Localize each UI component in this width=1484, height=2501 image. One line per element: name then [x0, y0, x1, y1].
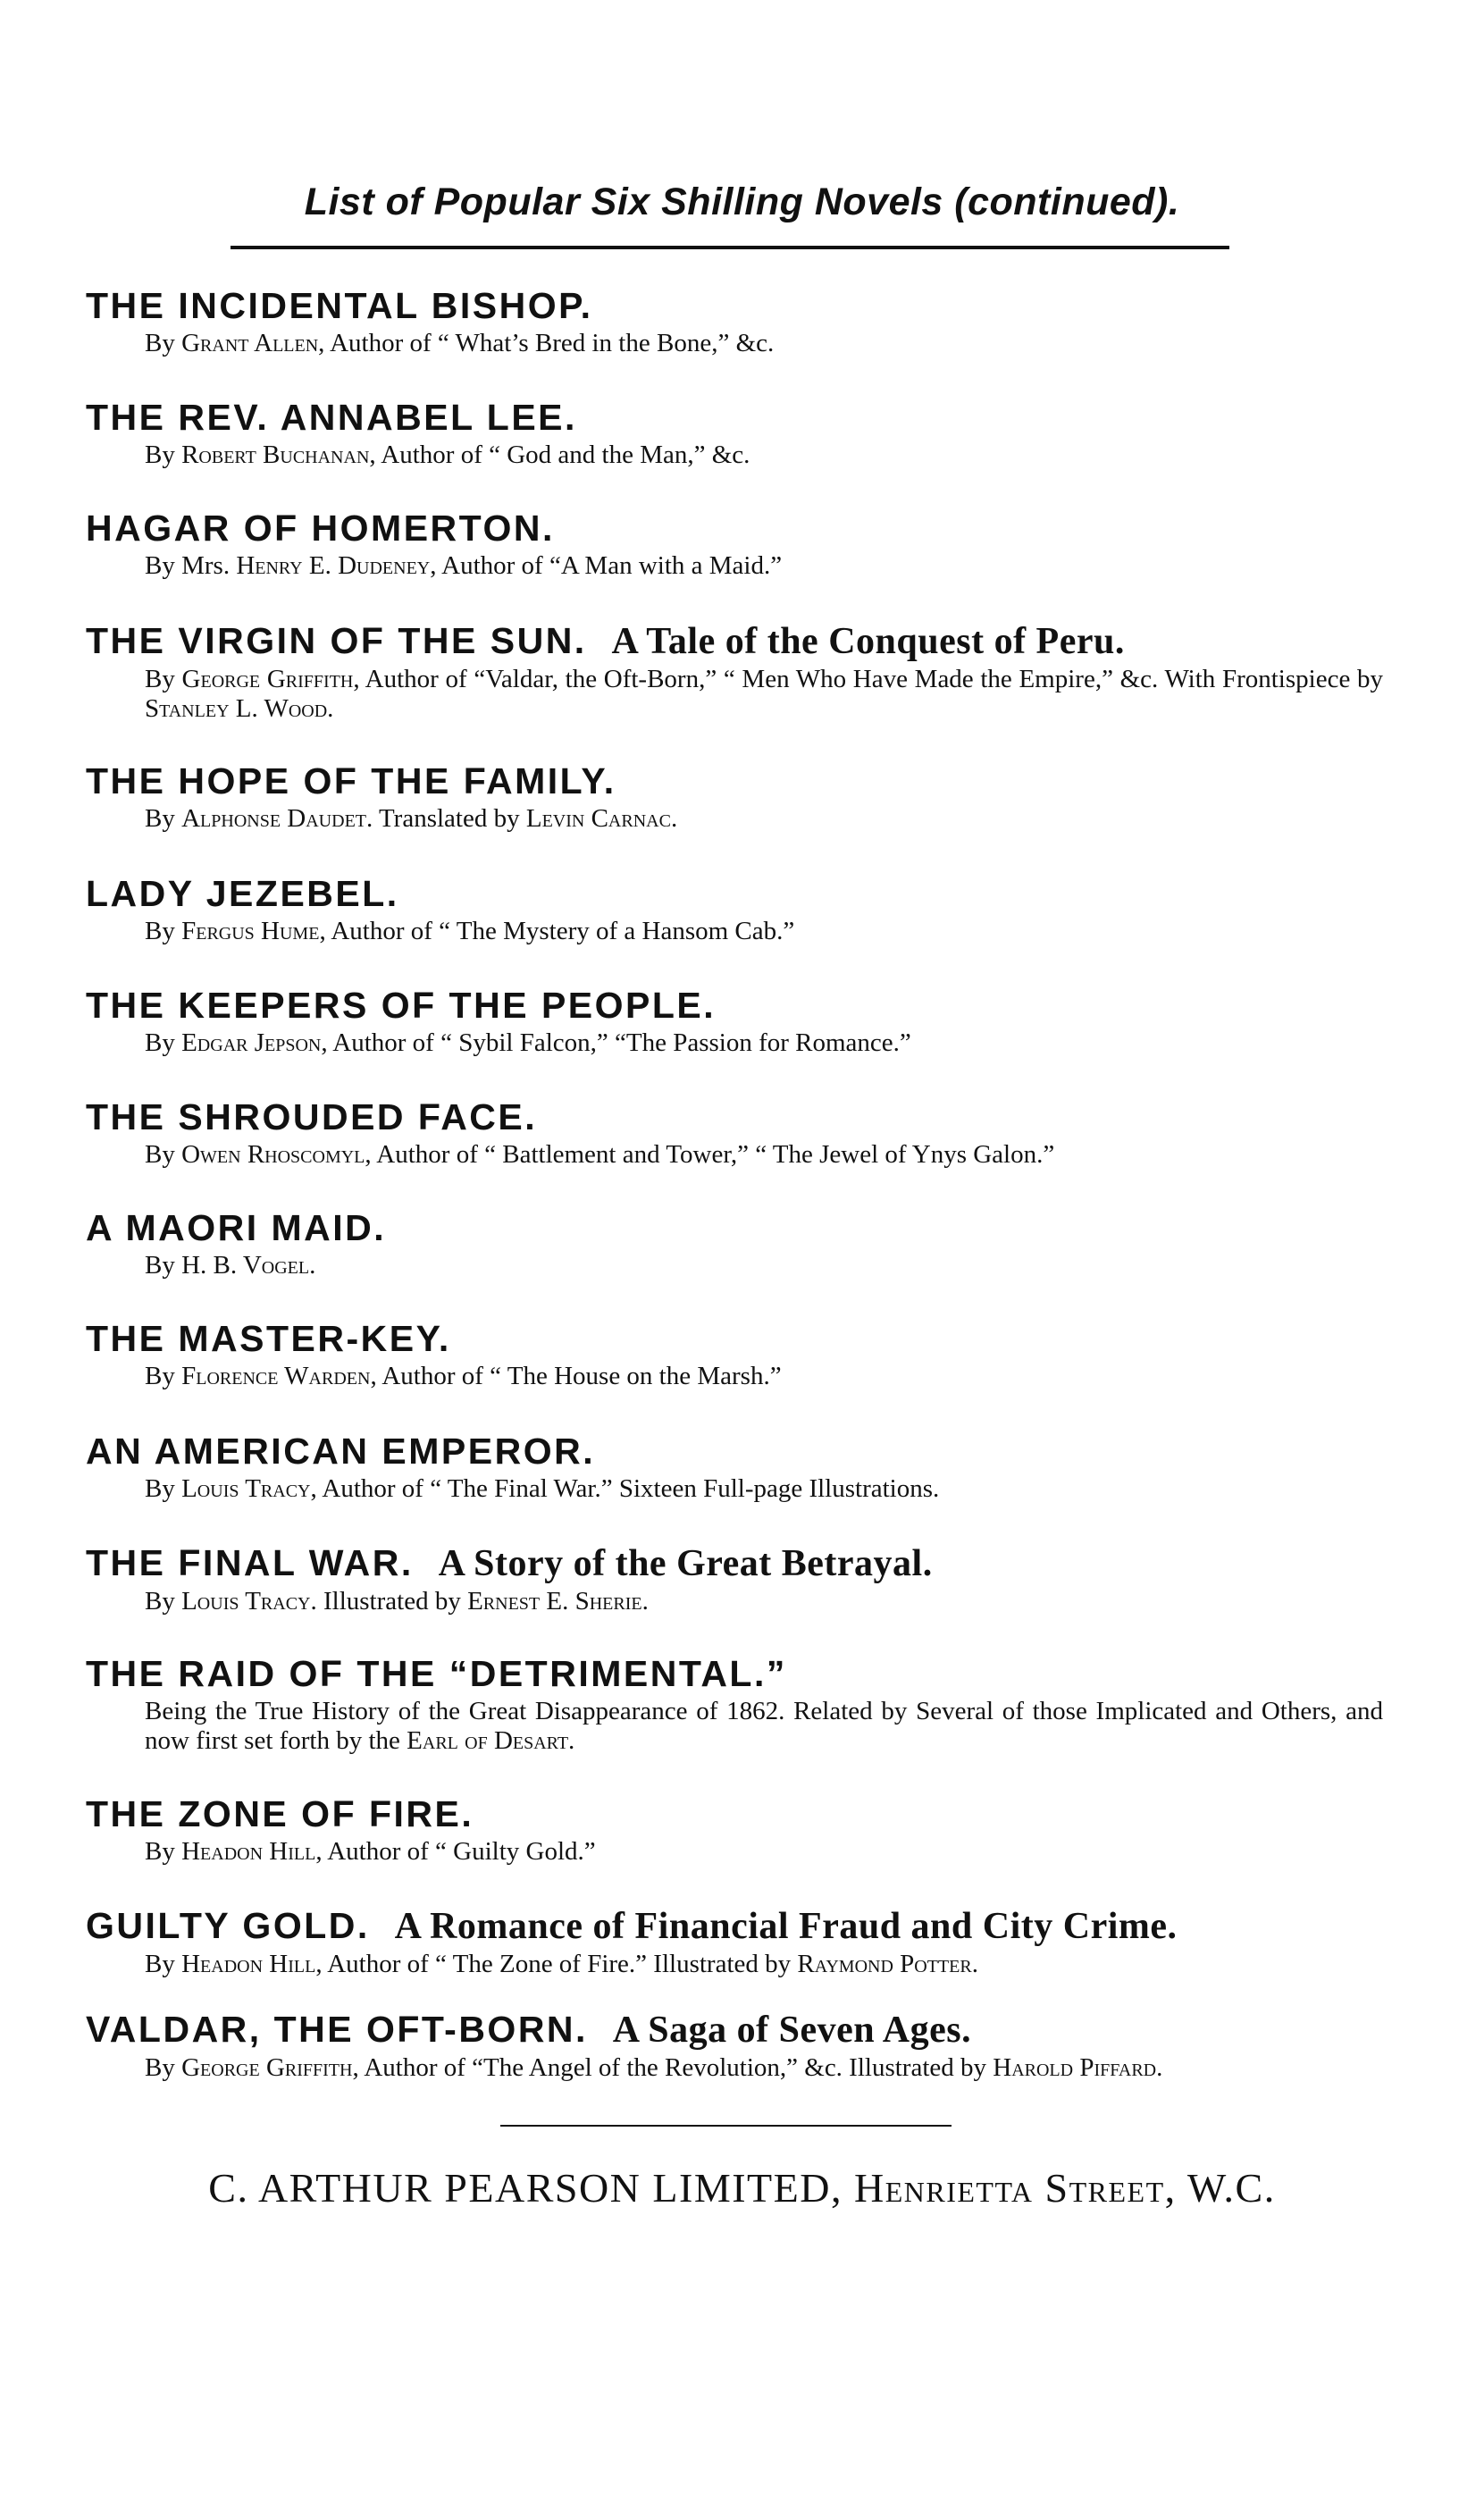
book-subtitle: A Romance of Financial Fraud and City Crime. — [394, 1906, 1178, 1947]
book-entry — [86, 1904, 1383, 1979]
book-entry — [86, 396, 1383, 470]
book-entry — [86, 2008, 1383, 2083]
book-byline: By Louis Tracy, Author of “ The Final War.” Sixteen Full-page Illustrations. — [145, 1474, 940, 1503]
book-entry — [86, 1430, 1383, 1504]
book-byline: By Florence Warden, Author of “ The House on the Marsh.” — [145, 1362, 782, 1390]
book-entry — [86, 872, 1383, 946]
book-byline: By George Griffith, Author of “The Angel of the Revolution,” &c. Illustrated by Harold Piffard. — [145, 2053, 1163, 2082]
book-title: GUILTY GOLD. A Romance of Financial Fraud and City Crime. — [86, 1905, 1178, 1947]
book-entry — [86, 1095, 1383, 1170]
heading-underline — [231, 246, 1229, 249]
book-title: THE HOPE OF THE FAMILY. — [86, 760, 616, 801]
book-byline: By Alphonse Daudet. Translated by Levin Carnac. — [145, 804, 678, 833]
book-entry — [86, 284, 1383, 358]
publisher-address: Henrietta Street, W.C. — [853, 2165, 1276, 2211]
book-title: THE KEEPERS OF THE PEOPLE. — [86, 985, 717, 1026]
book-title: THE MASTER-KEY. — [86, 1318, 451, 1359]
book-subtitle: A Tale of the Conquest of Peru. — [611, 621, 1125, 662]
book-entry — [86, 1541, 1383, 1616]
book-title: A MAORI MAID. — [86, 1207, 387, 1248]
book-title: THE INCIDENTAL BISHOP. — [86, 285, 593, 326]
book-byline: By Edgar Jepson, Author of “ Sybil Falcon,” “The Passion for Romance.” — [145, 1028, 911, 1057]
book-entry — [86, 1792, 1383, 1867]
book-byline: By Headon Hill, Author of “ Guilty Gold.” — [145, 1837, 596, 1866]
publisher-name: C. ARTHUR PEARSON LIMITED, — [208, 2165, 843, 2211]
book-title: THE ZONE OF FIRE. — [86, 1793, 474, 1834]
book-title: LADY JEZEBEL. — [86, 873, 399, 914]
book-byline: By Grant Allen, Author of “ What’s Bred in the Bone,” &c. — [145, 329, 775, 357]
book-title: THE SHROUDED FACE. — [86, 1096, 538, 1137]
book-entry — [86, 1652, 1383, 1756]
book-entry — [86, 619, 1383, 724]
book-byline: By Mrs. Henry E. Dudeney, Author of “A Man with a Maid.” — [145, 551, 783, 580]
book-subtitle: A Story of the Great Betrayal. — [438, 1543, 933, 1584]
book-entry — [86, 1317, 1383, 1391]
book-title: THE FINAL WAR. A Story of the Great Betrayal. — [86, 1542, 933, 1584]
book-subtitle: A Saga of Seven Ages. — [612, 2010, 972, 2051]
book-title: THE VIRGIN OF THE SUN. A Tale of the Conquest of Peru. — [86, 620, 1125, 662]
publisher-imprint — [0, 2164, 1484, 2211]
book-byline: By George Griffith, Author of “Valdar, the Oft-Born,” “ Men Who Have Made the Empire,” &c. With Frontispiece by Stanley L. Wood. — [145, 665, 1384, 723]
book-title: VALDAR, THE OFT-BORN. A Saga of Seven Ages. — [86, 2009, 972, 2051]
book-title: THE RAID OF THE “DETRIMENTAL.” — [86, 1653, 787, 1694]
book-byline: By Owen Rhoscomyl, Author of “ Battlement and Tower,” “ The Jewel of Ynys Galon.” — [145, 1140, 1055, 1169]
book-entry — [86, 984, 1383, 1058]
book-entry — [86, 1206, 1383, 1280]
book-byline: By H. B. Vogel. — [145, 1251, 316, 1280]
book-byline: Being the True History of the Great Disappearance of 1862. Related by Several of those Implicated and Others, and now first set forth by the Earl of Desart. — [145, 1697, 1383, 1755]
book-title: THE REV. ANNABEL LEE. — [86, 397, 577, 438]
book-byline: By Louis Tracy. Illustrated by Ernest E. Sherie. — [145, 1587, 649, 1616]
page-heading: List of Popular Six Shilling Novels (continued). — [304, 180, 1180, 223]
book-entry — [86, 507, 1383, 581]
book-title: HAGAR OF HOMERTON. — [86, 508, 555, 549]
book-title: AN AMERICAN EMPEROR. — [86, 1431, 596, 1472]
book-byline: By Fergus Hume, Author of “ The Mystery of a Hansom Cab.” — [145, 917, 795, 945]
book-entry — [86, 760, 1383, 834]
book-byline: By Robert Buchanan, Author of “ God and the Man,” &c. — [145, 441, 750, 469]
divider-rule — [500, 2125, 952, 2127]
book-byline: By Headon Hill, Author of “ The Zone of Fire.” Illustrated by Raymond Potter. — [145, 1950, 978, 1978]
